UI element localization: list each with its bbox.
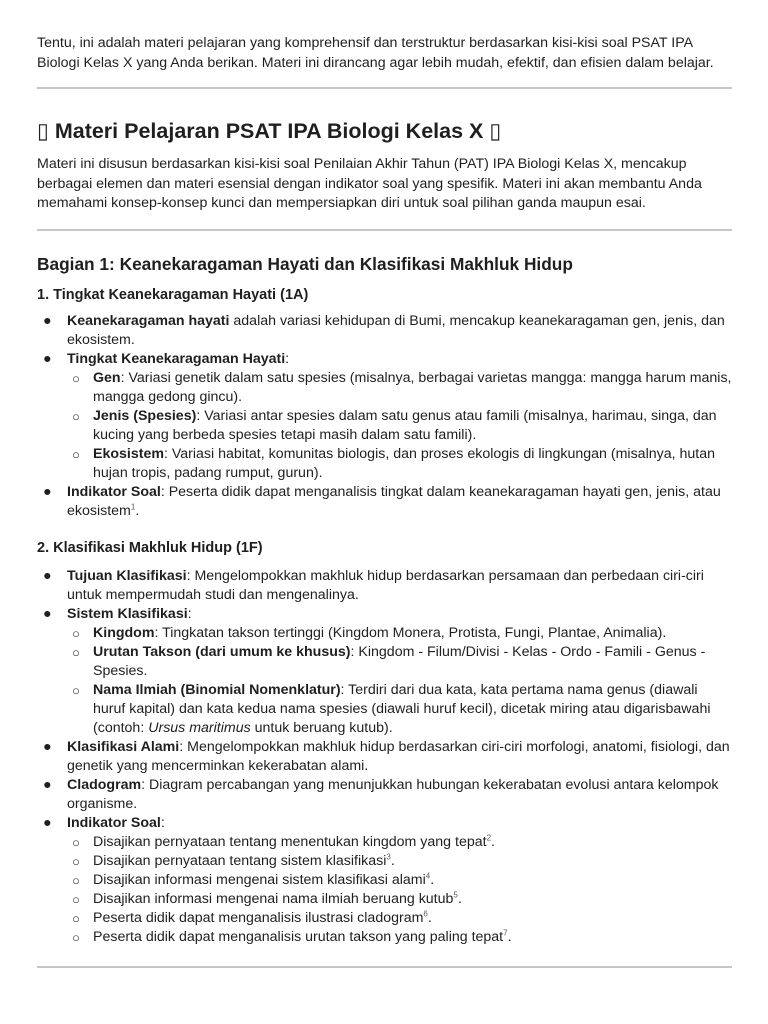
divider bbox=[37, 87, 732, 89]
page-title-text: Materi Pelajaran PSAT IPA Biologi Kelas X bbox=[54, 119, 484, 143]
list-item: ○ Nama Ilmiah (Binomial Nomenklatur): Terdiri dari dua kata, kata pertama nama genus (diawali huruf kapital) dan kata kedua nama spesies (diawali huruf kecil), dicetak miring atau digarisbawahi (contoh: Ursus maritimus untuk beruang kutub). bbox=[72, 682, 711, 736]
list-item: ○ Ekosistem: Variasi habitat, komunitas biologis, dan proses ekologis di lingkungan (misalnya, hutan hujan tropis, padang rumput, gurun). bbox=[72, 446, 715, 481]
list-item: ○ Kingdom: Tingkatan takson tertinggi (Kingdom Monera, Protista, Fungi, Plantae, Animalia). bbox=[72, 625, 667, 641]
subsection-heading: 1. Tingkat Keanekaragaman Hayati (1A) bbox=[37, 287, 309, 303]
page-title bbox=[37, 116, 501, 146]
sub-list bbox=[67, 624, 732, 738]
placeholder-glyph-icon: ▯ bbox=[489, 119, 502, 143]
bullet-icon: ● bbox=[43, 739, 52, 755]
circle-bullet-icon: ○ bbox=[72, 447, 80, 462]
circle-bullet-icon: ○ bbox=[72, 645, 80, 660]
footnote-ref[interactable]: 3 bbox=[386, 852, 391, 862]
footnote-ref[interactable]: 4 bbox=[425, 871, 431, 881]
bullet-list bbox=[37, 312, 732, 521]
list-item: ○ Disajikan informasi mengenai sistem klasifikasi alami$^4$. bbox=[72, 871, 435, 888]
circle-bullet-icon: ○ bbox=[72, 892, 80, 907]
list-item: ○ Disajikan pernyataan tentang sistem klasifikasi$^3$. bbox=[72, 852, 395, 869]
divider bbox=[37, 966, 732, 968]
list-item: ○ Gen: Variasi genetik dalam satu spesies (misalnya, berbagai varietas mangga: mangga harum manis, mangga gedong gincu). bbox=[72, 370, 732, 405]
circle-bullet-icon: ○ bbox=[72, 409, 80, 424]
list-item: ● Indikator Soal: Peserta didik dapat menganalisis tingkat dalam keanekaragaman hayati gen, jenis, atau ekosistem$^1$. bbox=[43, 484, 721, 519]
footnote-ref[interactable]: 2 bbox=[486, 833, 492, 843]
sub-list bbox=[67, 833, 732, 947]
list-item: ● Klasifikasi Alami: Mengelompokkan makhluk hidup berdasarkan ciri-ciri morfologi, anatomi, fisiologi, dan genetik yang mencerminkan kekerabatan alami. bbox=[43, 739, 730, 774]
bullet-icon: ● bbox=[43, 351, 52, 367]
bullet-icon: ● bbox=[43, 815, 52, 831]
bullet-icon: ● bbox=[43, 777, 52, 793]
circle-bullet-icon: ○ bbox=[72, 930, 80, 945]
circle-bullet-icon: ○ bbox=[72, 911, 80, 926]
bullet-icon: ● bbox=[43, 568, 52, 584]
circle-bullet-icon: ○ bbox=[72, 873, 80, 888]
description-paragraph: Materi ini disusun berdasarkan kisi-kisi soal Penilaian Akhir Tahun (PAT) IPA Biologi Kelas X, mencakup berbagai elemen dan materi esensial dengan indikator soal yang spesifik. Materi ini akan membantu Anda memahami konsep-konsep kunci dan mempersiapkan diri untuk soal pilihan ganda maupun esai. bbox=[37, 156, 702, 211]
circle-bullet-icon: ○ bbox=[72, 371, 80, 386]
subsection-heading: 2. Klasifikasi Makhluk Hidup (1F) bbox=[37, 540, 263, 556]
list-item: ● Sistem Klasifikasi: ○ Kingdom: Tingkatan takson tertinggi (Kingdom Monera, Protista, Fungi, Plantae, Animalia). ○ Urutan Takson (dari umum ke khusus): Kingdom - Filum/Divisi - Kelas - Ordo - Famili - Genus - Spesies. ○ Nama Ilmiah (Binomial Nomenklatur): Terdiri dari dua kata, kata pertama nama genus (diawali huruf kapital) dan kata kedua nama spesies (diawali huruf kecil), dicetak miring atau digarisbawahi (contoh: Ursus maritimus untuk beruang kutub). bbox=[37, 605, 732, 738]
circle-bullet-icon: ○ bbox=[72, 683, 80, 698]
bullet-icon: ● bbox=[43, 606, 52, 622]
footnote-ref[interactable]: 7 bbox=[503, 928, 508, 938]
intro-paragraph: Tentu, ini adalah materi pelajaran yang komprehensif dan terstruktur berdasarkan kisi-kisi soal PSAT IPA Biologi Kelas X yang Anda berikan. Materi ini dirancang agar lebih mudah, efektif, dan efisien dalam belajar. bbox=[37, 35, 714, 71]
list-item: ○ Disajikan pernyataan tentang menentukan kingdom yang tepat$^2$. bbox=[72, 833, 495, 850]
list-item: ○ Urutan Takson (dari umum ke khusus): Kingdom - Filum/Divisi - Kelas - Ordo - Famili - Genus - Spesies. bbox=[72, 644, 706, 679]
list-item: ● Cladogram: Diagram percabangan yang menunjukkan hubungan kekerabatan evolusi antara kelompok organisme. bbox=[43, 777, 719, 812]
list-item: ○ Jenis (Spesies): Variasi antar spesies dalam satu genus atau famili (misalnya, harimau, singa, dan kucing yang berbeda spesies tetapi masih dalam satu famili). bbox=[72, 408, 717, 443]
footnote-ref[interactable]: 6 bbox=[423, 909, 428, 919]
sub-list bbox=[67, 369, 732, 483]
list-item: ● Tingkat Keanekaragaman Hayati: ○ Gen: Variasi genetik dalam satu spesies (misalnya, berbagai varietas mangga: mangga harum manis, mangga gedong gincu). ○ Jenis (Spesies): Variasi antar spesies dalam satu genus atau famili (misalnya, harimau, singa, dan kucing yang berbeda spesies tetapi masih dalam satu famili). ○ Ekosistem: Variasi habitat, komunitas biologis, dan proses ekologis di lingkungan (misalnya, hutan hujan tropis, padang rumput, gurun). bbox=[43, 351, 732, 481]
list-item: ● Tujuan Klasifikasi: Mengelompokkan makhluk hidup berdasarkan persamaan dan perbedaan ciri-ciri untuk mempermudah studi dan mengenalinya. bbox=[43, 568, 704, 603]
list-item: ● Keanekaragaman hayati adalah variasi kehidupan di Bumi, mencakup keanekaragaman gen, jenis, dan ekosistem. bbox=[43, 313, 725, 348]
circle-bullet-icon: ○ bbox=[72, 835, 80, 850]
footnote-ref[interactable]: 5 bbox=[453, 890, 458, 900]
list-item: ○ Disajikan informasi mengenai nama ilmiah beruang kutub$^5$. bbox=[72, 890, 462, 907]
bullet-icon: ● bbox=[43, 313, 52, 329]
footnote-ref[interactable]: 1 bbox=[130, 502, 136, 512]
list-item: ○ Peserta didik dapat menganalisis ilustrasi cladogram$^6$. bbox=[72, 909, 432, 926]
circle-bullet-icon: ○ bbox=[72, 626, 80, 641]
bullet-list bbox=[37, 567, 732, 947]
bullet-icon: ● bbox=[43, 484, 52, 500]
list-item: ○ Peserta didik dapat menganalisis urutan takson yang paling tepat$^7$. bbox=[72, 928, 512, 945]
section-heading: Bagian 1: Keanekaragaman Hayati dan Klasifikasi Makhluk Hidup bbox=[37, 254, 573, 274]
divider bbox=[37, 229, 732, 231]
circle-bullet-icon: ○ bbox=[72, 854, 80, 869]
placeholder-glyph-icon: ▯ bbox=[37, 119, 49, 143]
list-item: ● Indikator Soal: ○ Disajikan pernyataan tentang menentukan kingdom yang tepat$^2$. ○ Disajikan pernyataan tentang sistem klasifikasi$^3$. ○ Disajikan informasi mengenai sistem klasifikasi alami$^4$. ○ Disajikan informasi mengenai nama ilmiah beruang kutub$^5$. ○ Peserta didik dapat menganalisis ilustrasi cladogram$^6$. ○ Peserta didik dapat menganalisis urutan takson yang paling tepat$^7$. bbox=[37, 814, 732, 947]
